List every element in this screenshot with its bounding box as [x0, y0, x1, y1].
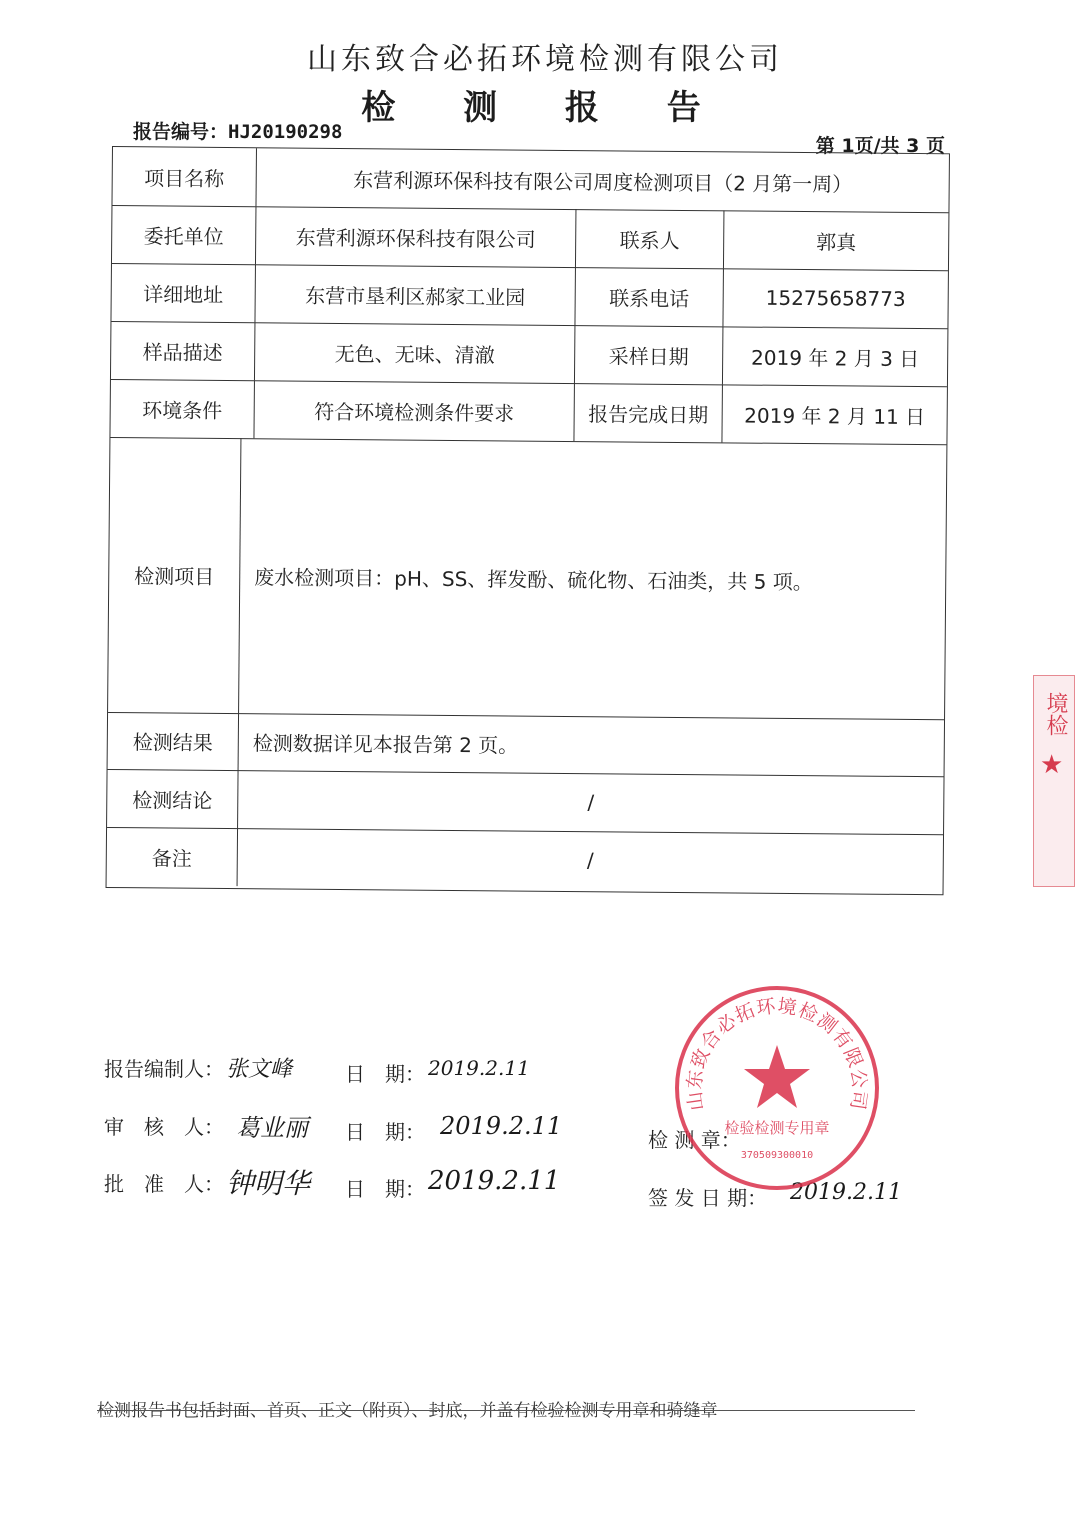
items-label: 检测项目 — [134, 564, 215, 589]
contact-label: 联系人 — [575, 209, 724, 268]
report-table — [106, 146, 950, 895]
row-conclusion — [107, 769, 943, 835]
compiler-label: 报告编制人： — [104, 1057, 224, 1081]
report-number-value: HJ20190298 — [228, 121, 343, 143]
result-value: 检测数据详见本报告第 2 页。 — [238, 713, 944, 776]
address-value: 东营市垦利区郝家工业园 — [254, 264, 574, 325]
remark-value: / — [237, 828, 943, 892]
remark-label: 备注 — [151, 845, 192, 871]
row-environment — [110, 379, 946, 445]
seal-inner-text: 检验检测专用章 — [724, 1119, 830, 1137]
project-name-label: 项目名称 — [144, 165, 225, 191]
side-stamp — [1033, 675, 1075, 887]
report-number-label: 报告编号： — [133, 121, 229, 143]
sample-date-label: 采样日期 — [574, 325, 723, 384]
issue-date: 2019.2.11 — [790, 1180, 902, 1205]
address-label: 详细地址 — [143, 281, 224, 307]
result-label: 检测结果 — [132, 730, 213, 755]
client-value: 东营利源环保科技有限公司 — [255, 206, 575, 267]
compiler-date-label: 日 期： — [345, 1062, 425, 1086]
reviewer-signature: 葛业丽 — [236, 1114, 308, 1142]
seal-ring-text: 山东致合必拓环境检测有限公司 — [683, 995, 871, 1113]
row-address — [111, 263, 947, 329]
page-info: 第 1页/共 3 页 — [815, 135, 945, 157]
conclusion-label: 检测结论 — [132, 787, 213, 813]
client-label: 委托单位 — [143, 223, 224, 249]
row-result — [108, 712, 944, 777]
issue-date-label: 签 发 日 期： — [648, 1186, 768, 1210]
row-sample — [111, 321, 947, 387]
reviewer-label: 审 核 人： — [104, 1115, 224, 1139]
report-number — [133, 117, 342, 144]
report-title: 检 测 报 告 — [361, 88, 729, 128]
footer-note: 检测报告书包括封面、首页、正文（附页）、封底，并盖有检验检测专用章和骑缝章 — [97, 1401, 718, 1421]
side-stamp-text: 境检 — [1043, 692, 1068, 736]
reviewer-date-label: 日 期： — [345, 1120, 425, 1144]
row-remark — [107, 827, 943, 892]
side-stamp-star-icon: ★ — [1040, 750, 1064, 780]
contact-value: 郭真 — [723, 210, 948, 270]
footer-divider — [97, 1410, 915, 1411]
project-name-value: 东营利源环保科技有限公司周度检测项目（2 月第一周） — [255, 148, 948, 212]
approver-date-label: 日 期： — [345, 1177, 425, 1201]
seal-number: 370509300010 — [740, 1150, 814, 1161]
sample-value: 无色、无味、清澈 — [254, 322, 574, 383]
env-value: 符合环境检测条件要求 — [253, 380, 573, 441]
sample-date-value: 2019 年 2 月 3 日 — [722, 326, 947, 386]
row-client — [112, 205, 948, 271]
approver-label: 批 准 人： — [104, 1172, 224, 1196]
row-items — [108, 437, 946, 720]
conclusion-value: / — [237, 770, 943, 834]
approver-signature: 钟明华 — [226, 1167, 311, 1200]
finish-date-value: 2019 年 2 月 11 日 — [721, 384, 946, 444]
items-value: 废水检测项目：pH、SS、挥发酚、硫化物、石油类，共 5 项。 — [238, 438, 946, 719]
finish-date-label: 报告完成日期 — [573, 383, 722, 442]
sample-label: 样品描述 — [142, 339, 223, 365]
seal-star-icon — [744, 1045, 810, 1108]
compiler-date: 2019.2.11 — [428, 1056, 530, 1080]
approver-date: 2019.2.11 — [428, 1166, 561, 1196]
row-project-name — [112, 147, 948, 213]
phone-label: 联系电话 — [574, 267, 723, 326]
official-seal — [672, 983, 882, 1193]
seal-label: 检 测 章： — [648, 1128, 741, 1152]
env-label: 环境条件 — [142, 397, 223, 423]
reviewer-date: 2019.2.11 — [440, 1112, 563, 1140]
phone-value: 15275658773 — [722, 268, 947, 328]
company-name: 山东致合必拓环境检测有限公司 — [307, 42, 783, 77]
compiler-signature: 张文峰 — [226, 1057, 293, 1082]
